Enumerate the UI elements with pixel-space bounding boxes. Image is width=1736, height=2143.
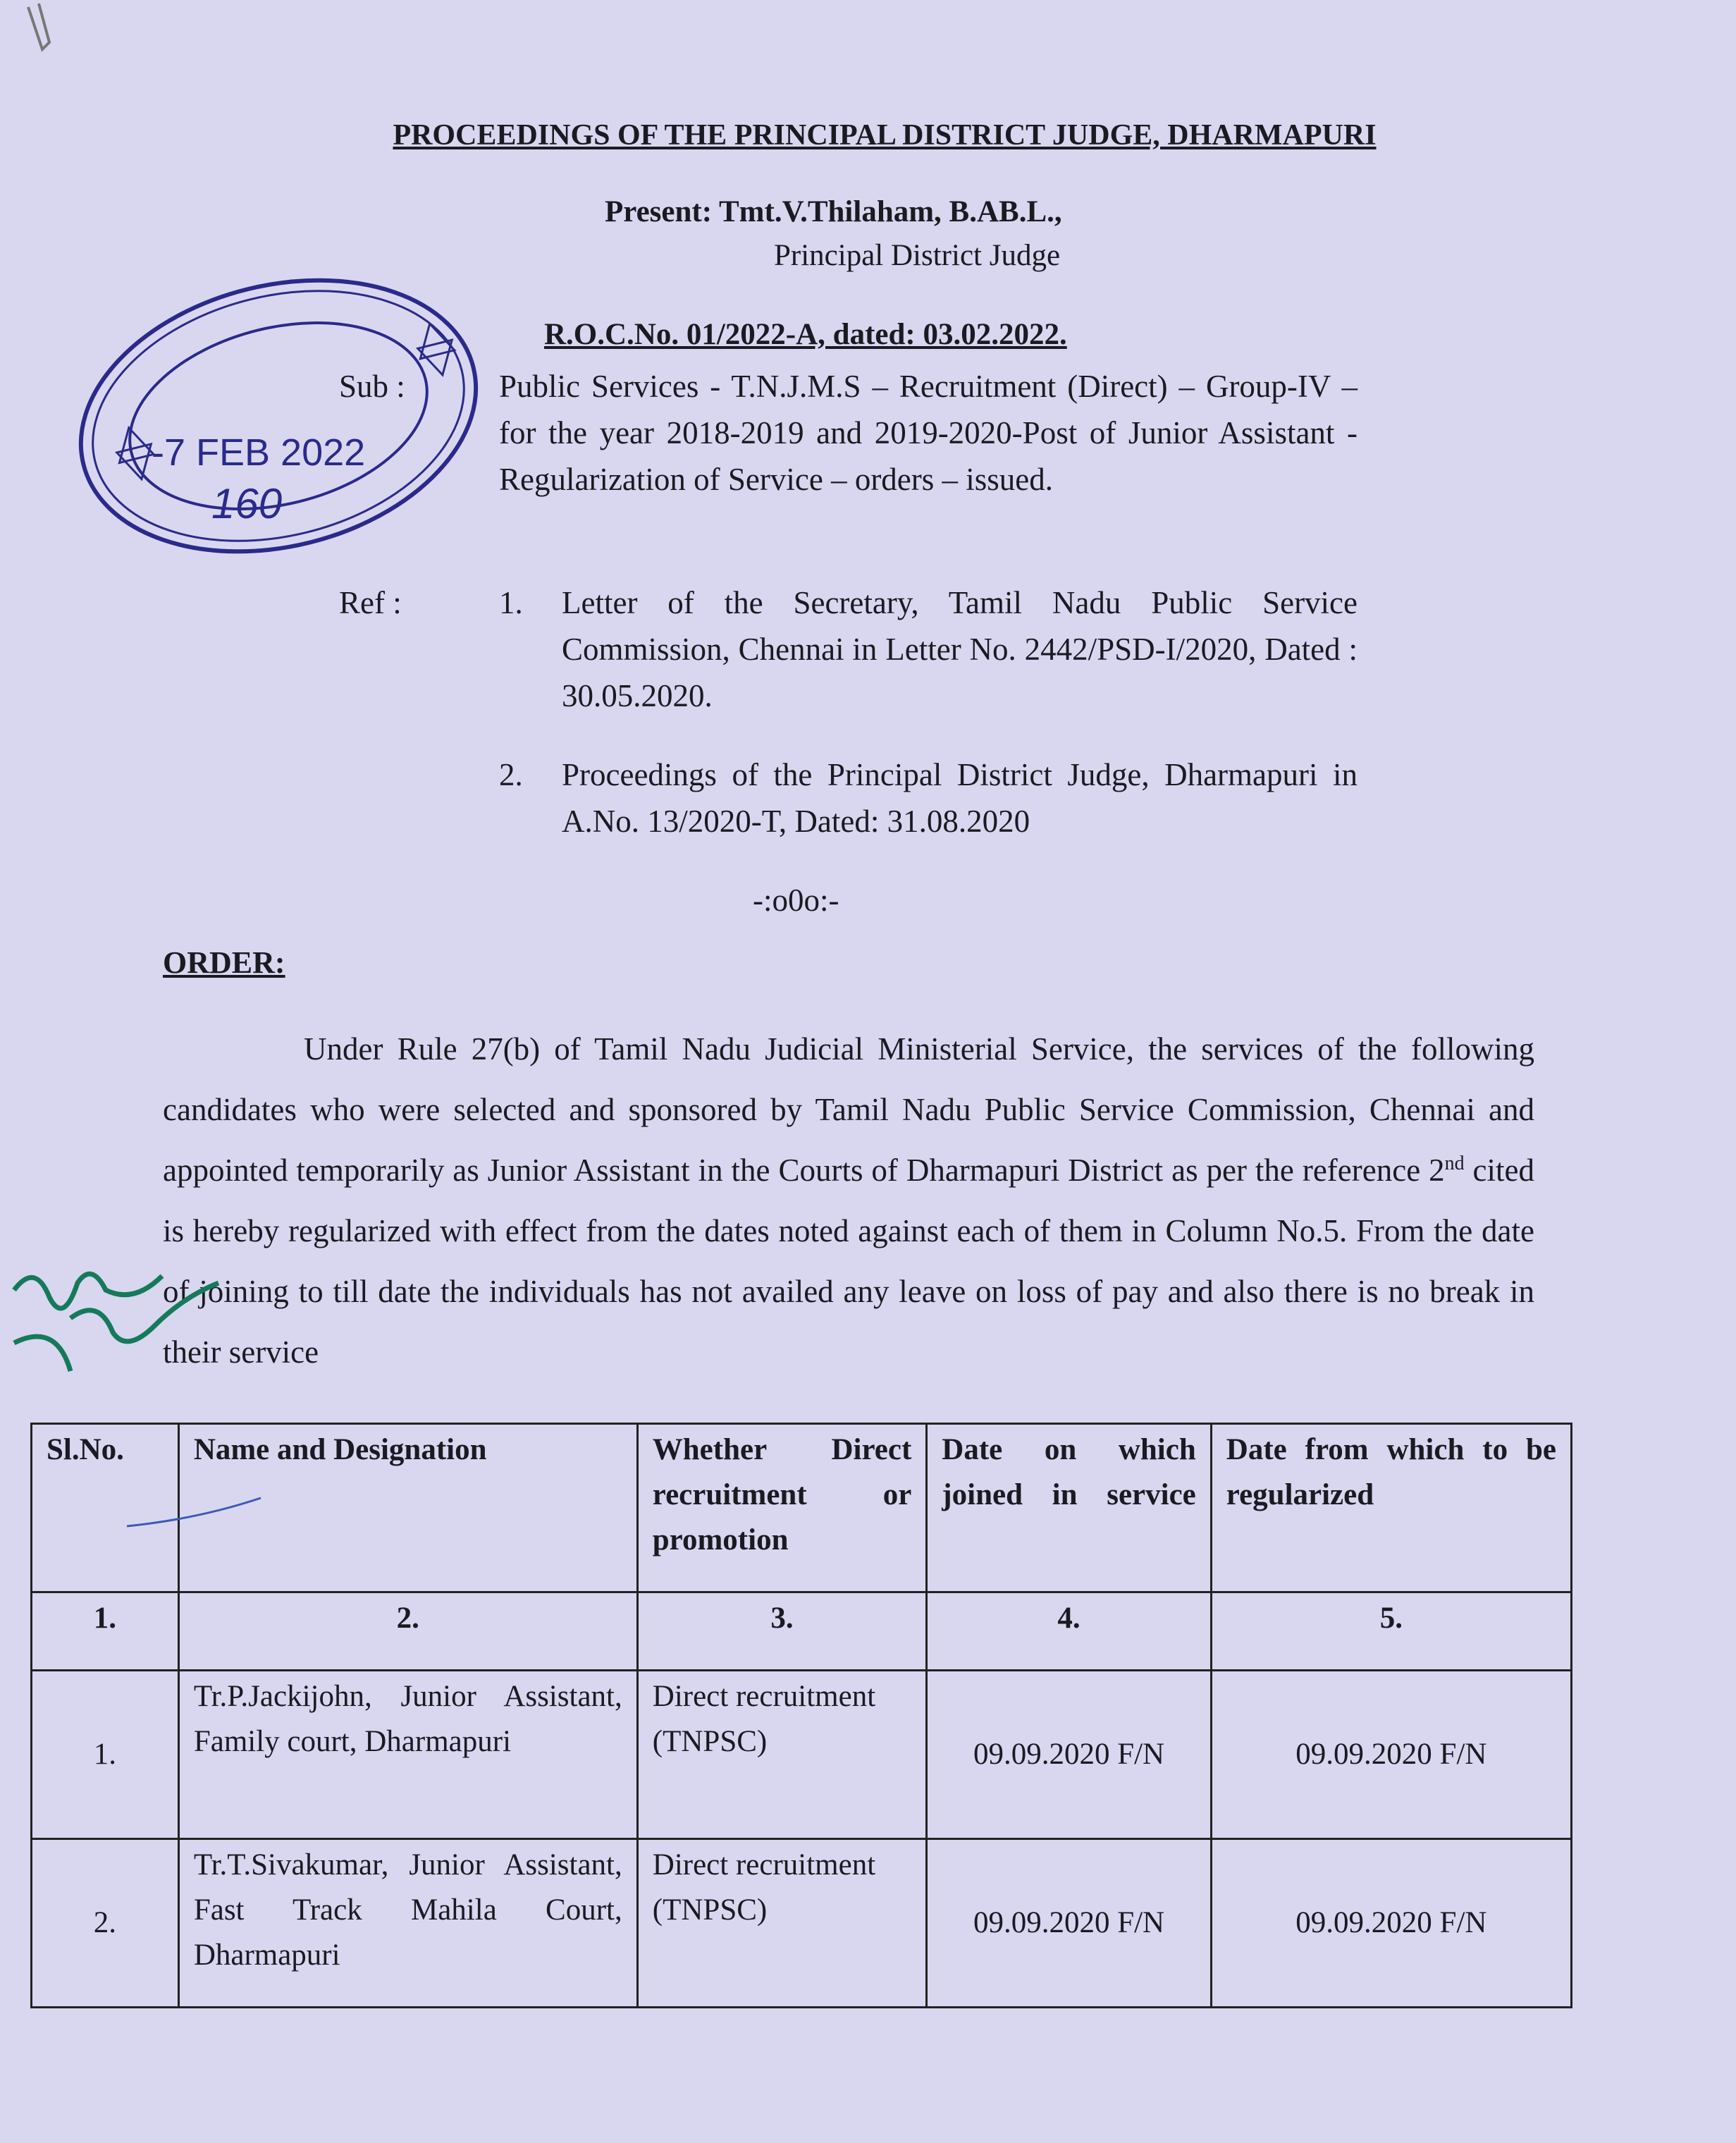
reference-text: Proceedings of the Principal District Judge, Dharmapuri in A.No. 13/2020-T, Dated: 31.08.2020	[562, 757, 1358, 839]
subject-label: Sub :	[339, 369, 405, 404]
ordinal-suffix: nd	[1444, 1153, 1465, 1174]
officer-designation: Principal District Judge	[774, 239, 1061, 272]
header-joined: Date on which joined in service	[927, 1424, 1211, 1592]
stamp-number: 160	[211, 480, 283, 527]
header-slno: Sl.No.	[32, 1424, 179, 1592]
separator: -:o0o:-	[753, 883, 839, 918]
cell-joined: 09.09.2020 F/N	[927, 1839, 1211, 2008]
header-name: Name and Designation	[178, 1424, 637, 1592]
cell-name: Tr.P.Jackijohn, Junior Assistant, Family court, Dharmapuri	[178, 1671, 637, 1839]
cell-slno: 2.	[32, 1839, 179, 2008]
roc-number: R.O.C.No. 01/2022-A, dated: 03.02.2022.	[544, 318, 1067, 351]
cell-mode: Direct recruitment (TNPSC)	[637, 1671, 927, 1839]
presiding-officer: Present: Tmt.V.Thilaham, B.AB.L.,	[605, 195, 1062, 228]
order-heading: ORDER:	[163, 945, 285, 980]
cell-mode: Direct recruitment (TNPSC)	[637, 1839, 927, 2008]
green-initials-signature	[14, 1274, 218, 1371]
cell-name: Tr.T.Sivakumar, Junior Assistant, Fast Track Mahila Court, Dharmapuri	[178, 1839, 637, 2008]
blue-pen-mark	[127, 1498, 261, 1526]
cell-slno: 1.	[32, 1671, 179, 1839]
cell-regularized: 09.09.2020 F/N	[1211, 1839, 1571, 2008]
document-title: PROCEEDINGS OF THE PRINCIPAL DISTRICT JUDGE, DHARMAPURI	[393, 119, 1377, 152]
column-number: 1.	[32, 1592, 179, 1671]
reference-number: 1.	[499, 585, 523, 620]
cell-regularized: 09.09.2020 F/N	[1211, 1671, 1571, 1839]
stamp-date: -7 FEB 2022	[152, 431, 366, 474]
column-number: 5.	[1211, 1592, 1571, 1671]
column-number: 4.	[927, 1592, 1211, 1671]
column-number: 2.	[178, 1592, 637, 1671]
reference-number: 2.	[499, 757, 523, 792]
header-mode: Whether Direct recruitment or promotion	[637, 1424, 927, 1592]
court-seal-stamp	[52, 241, 505, 591]
cell-joined: 09.09.2020 F/N	[927, 1671, 1211, 1839]
reference-label: Ref :	[339, 585, 402, 620]
reference-text: Letter of the Secretary, Tamil Nadu Public Service Commission, Chennai in Letter No. 2442/PSD-I/2020, Dated : 30.05.2020.	[562, 585, 1358, 713]
header-regularized: Date from which to be regularized	[1211, 1424, 1571, 1592]
order-text-part1: Under Rule 27(b) of Tamil Nadu Judicial Ministerial Service, the services of the following candidates who were selected and sponsored by Tamil Nadu Public Service Commission, Chennai and appointed temporarily as Junior Assistant in the Courts of Dharmapuri District as per the reference 2	[163, 1031, 1534, 1188]
order-text-part2: cited is hereby regularized with effect from the dates noted against each of them in Column No.5. From the date of joining to till date the individuals has not availed any leave on loss of pay and also there is no break in their service	[163, 1153, 1534, 1370]
column-number: 3.	[637, 1592, 927, 1671]
subject-text: Public Services - T.N.J.M.S – Recruitment (Direct) – Group-IV – for the year 2018-2019 and 2019-2020-Post of Junior Assistant - Regularization of Service – orders – issued.	[499, 369, 1358, 497]
staple-mark	[28, 4, 49, 49]
